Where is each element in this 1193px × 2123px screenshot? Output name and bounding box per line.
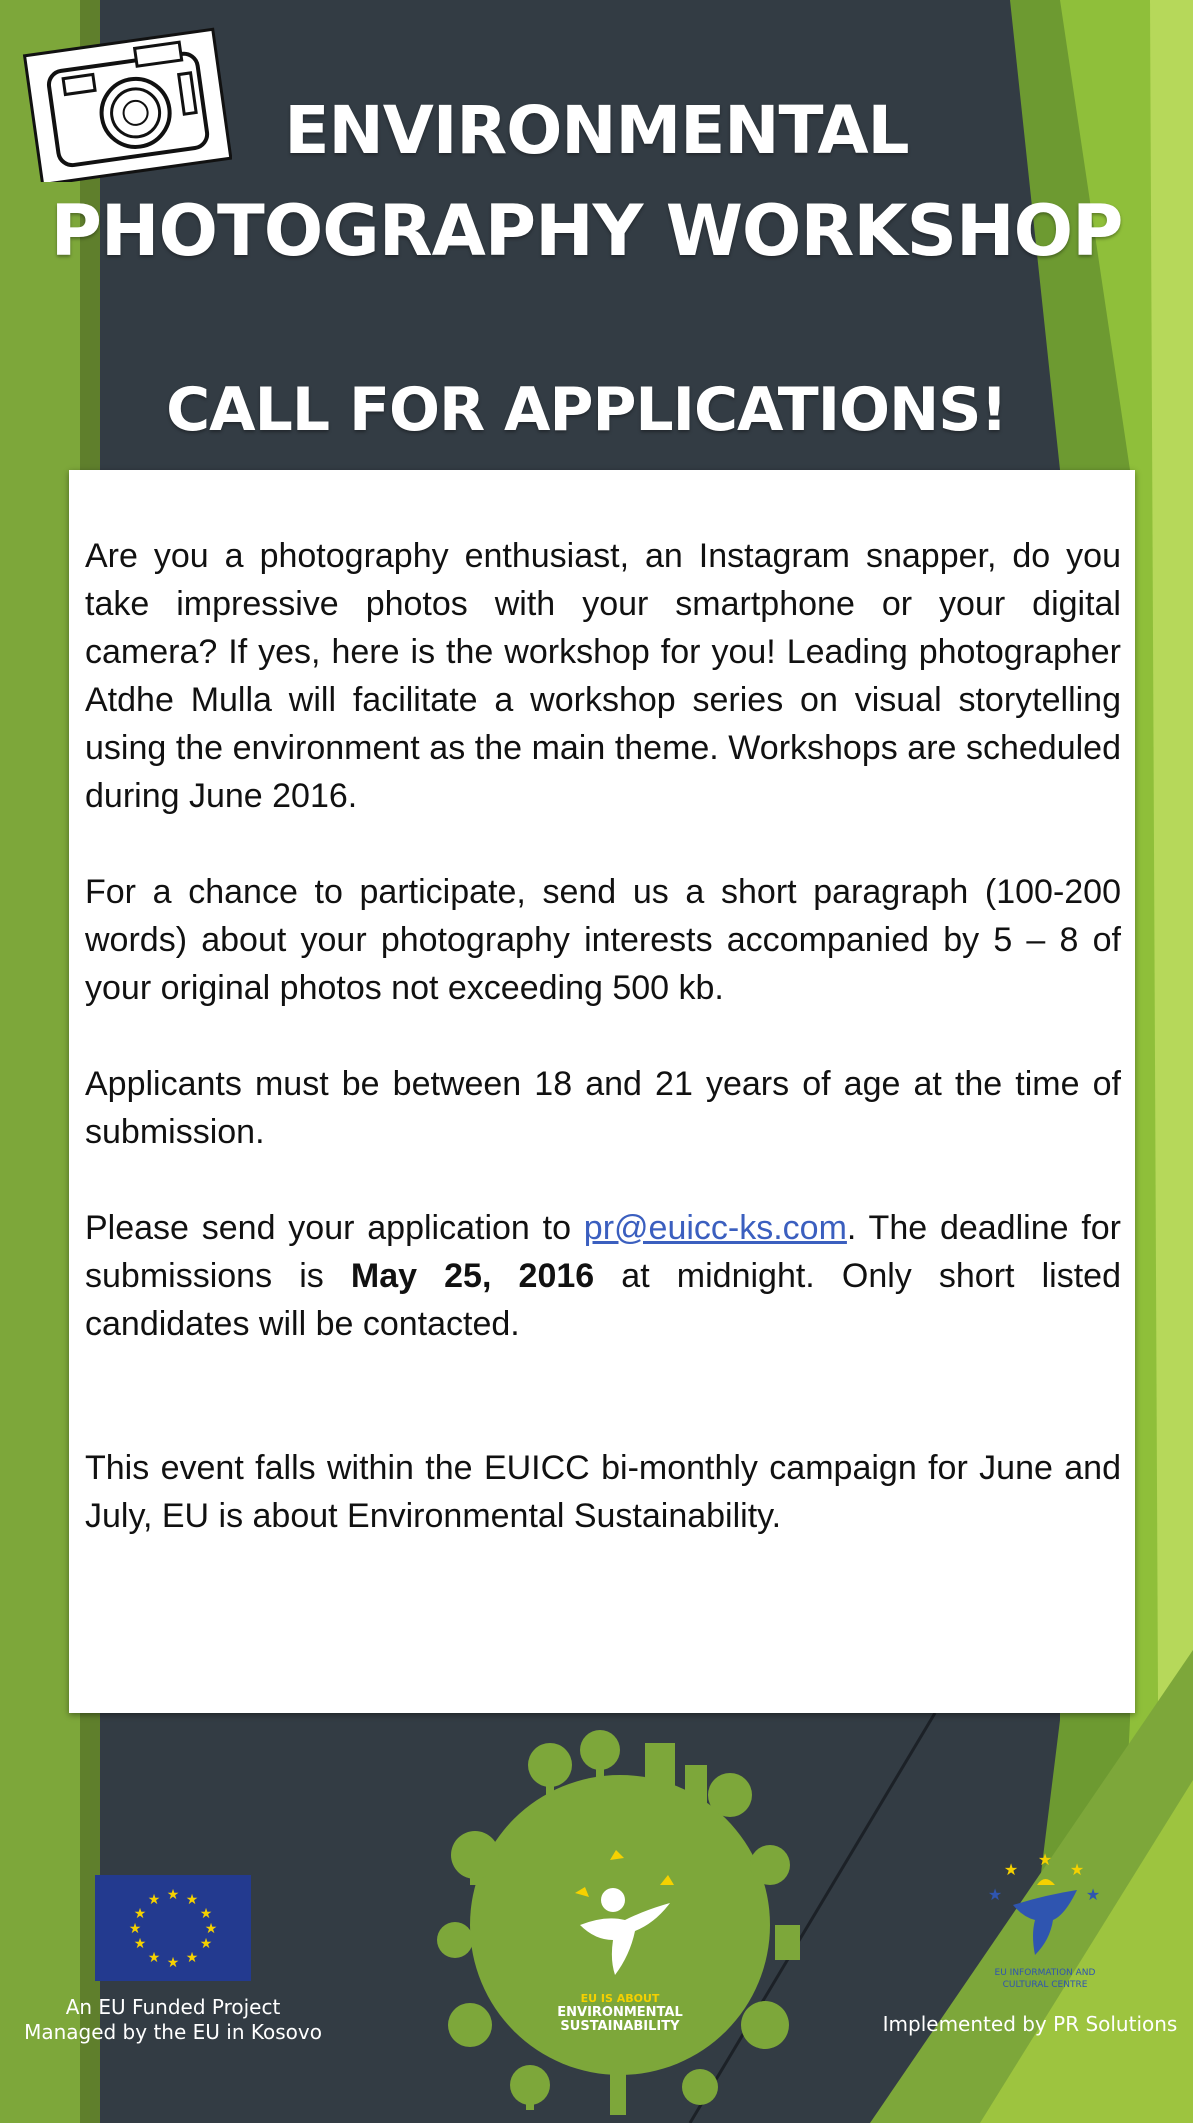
svg-text:★: ★ [1003,1860,1019,1879]
content-panel [69,470,1135,1713]
paragraph-deadline [85,1204,1121,1348]
paragraph-how-to-apply: For a chance to participate, send us a short paragraph (100-200 words) about your photography interests accompanied by 5 – 8 of your original photos not exceeding 500 kb. [85,873,1121,1007]
globe-line-2: ENVIRONMENTAL [557,2005,683,2020]
deadline-date: May 25, 2016 [350,1257,595,1295]
svg-text:★: ★ [199,1906,213,1922]
body-text [85,532,1121,1540]
spacer [85,820,1121,868]
paragraph-eligibility: Applicants must be between 18 and 21 years of age at the time of submission. [85,1065,1121,1151]
spacer [85,1156,1121,1204]
deadline-text-pre: Please send your application to [85,1209,584,1247]
implemented-by-label: Implemented by PR Solutions [882,2012,1178,2036]
email-link[interactable]: pr@euicc-ks.com [583,1209,847,1247]
euicc-logo [965,1845,1125,1995]
svg-text:★: ★ [166,1955,180,1971]
eu-funded-label [20,1995,326,2045]
deadline-text-post: at midnight. Only short listed candidates will be contacted. [85,1257,1121,1343]
eu-funded-line-2: Managed by the EU in Kosovo [24,2020,322,2044]
svg-text:★: ★ [147,1950,161,1966]
euicc-line-1: EU INFORMATION AND [994,1968,1096,1978]
sustainability-globe-logo [430,1725,810,2115]
svg-text:★: ★ [133,1936,147,1952]
svg-text:★: ★ [166,1887,180,1903]
svg-text:★: ★ [199,1936,213,1952]
globe-line-3: SUSTAINABILITY [560,2019,680,2034]
spacer [85,1348,1121,1444]
spacer [85,1012,1121,1060]
svg-text:★: ★ [185,1892,199,1908]
eu-flag-logo [95,1875,251,1981]
deadline-text-mid: . The deadline for submissions is [85,1209,1122,1295]
svg-text:★: ★ [204,1921,218,1937]
paragraph-campaign: This event falls within the EUICC bi-monthly campaign for June and July, EU is about Environmental Sustainability. [85,1449,1121,1535]
paragraph-intro: Are you a photography enthusiast, an Instagram snapper, do you take impressive photos with your smartphone or your digital camera? If yes, here is the workshop for you! Leading photographer Atdhe Mulla will facilitate a workshop series on visual storytelling using the environment as the main theme. Workshops are scheduled during June 2016. [85,537,1121,815]
euicc-line-2: CULTURAL CENTRE [1002,1980,1088,1990]
svg-text:★: ★ [128,1921,142,1937]
eu-funded-line-1: An EU Funded Project [65,1995,281,2019]
globe-line-1: EU IS ABOUT [580,1992,660,2005]
title-line-2: PHOTOGRAPHY WORKSHOP [50,190,1123,272]
svg-text:★: ★ [133,1906,147,1922]
call-for-applications-heading: CALL FOR APPLICATIONS! [166,375,1007,445]
svg-text:★: ★ [147,1892,161,1908]
svg-text:★: ★ [1069,1860,1085,1879]
svg-text:★: ★ [185,1950,199,1966]
svg-text:★: ★ [1037,1850,1053,1869]
title-line-1: ENVIRONMENTAL [284,92,909,169]
svg-text:★: ★ [1085,1885,1101,1904]
svg-text:★: ★ [987,1885,1003,1904]
